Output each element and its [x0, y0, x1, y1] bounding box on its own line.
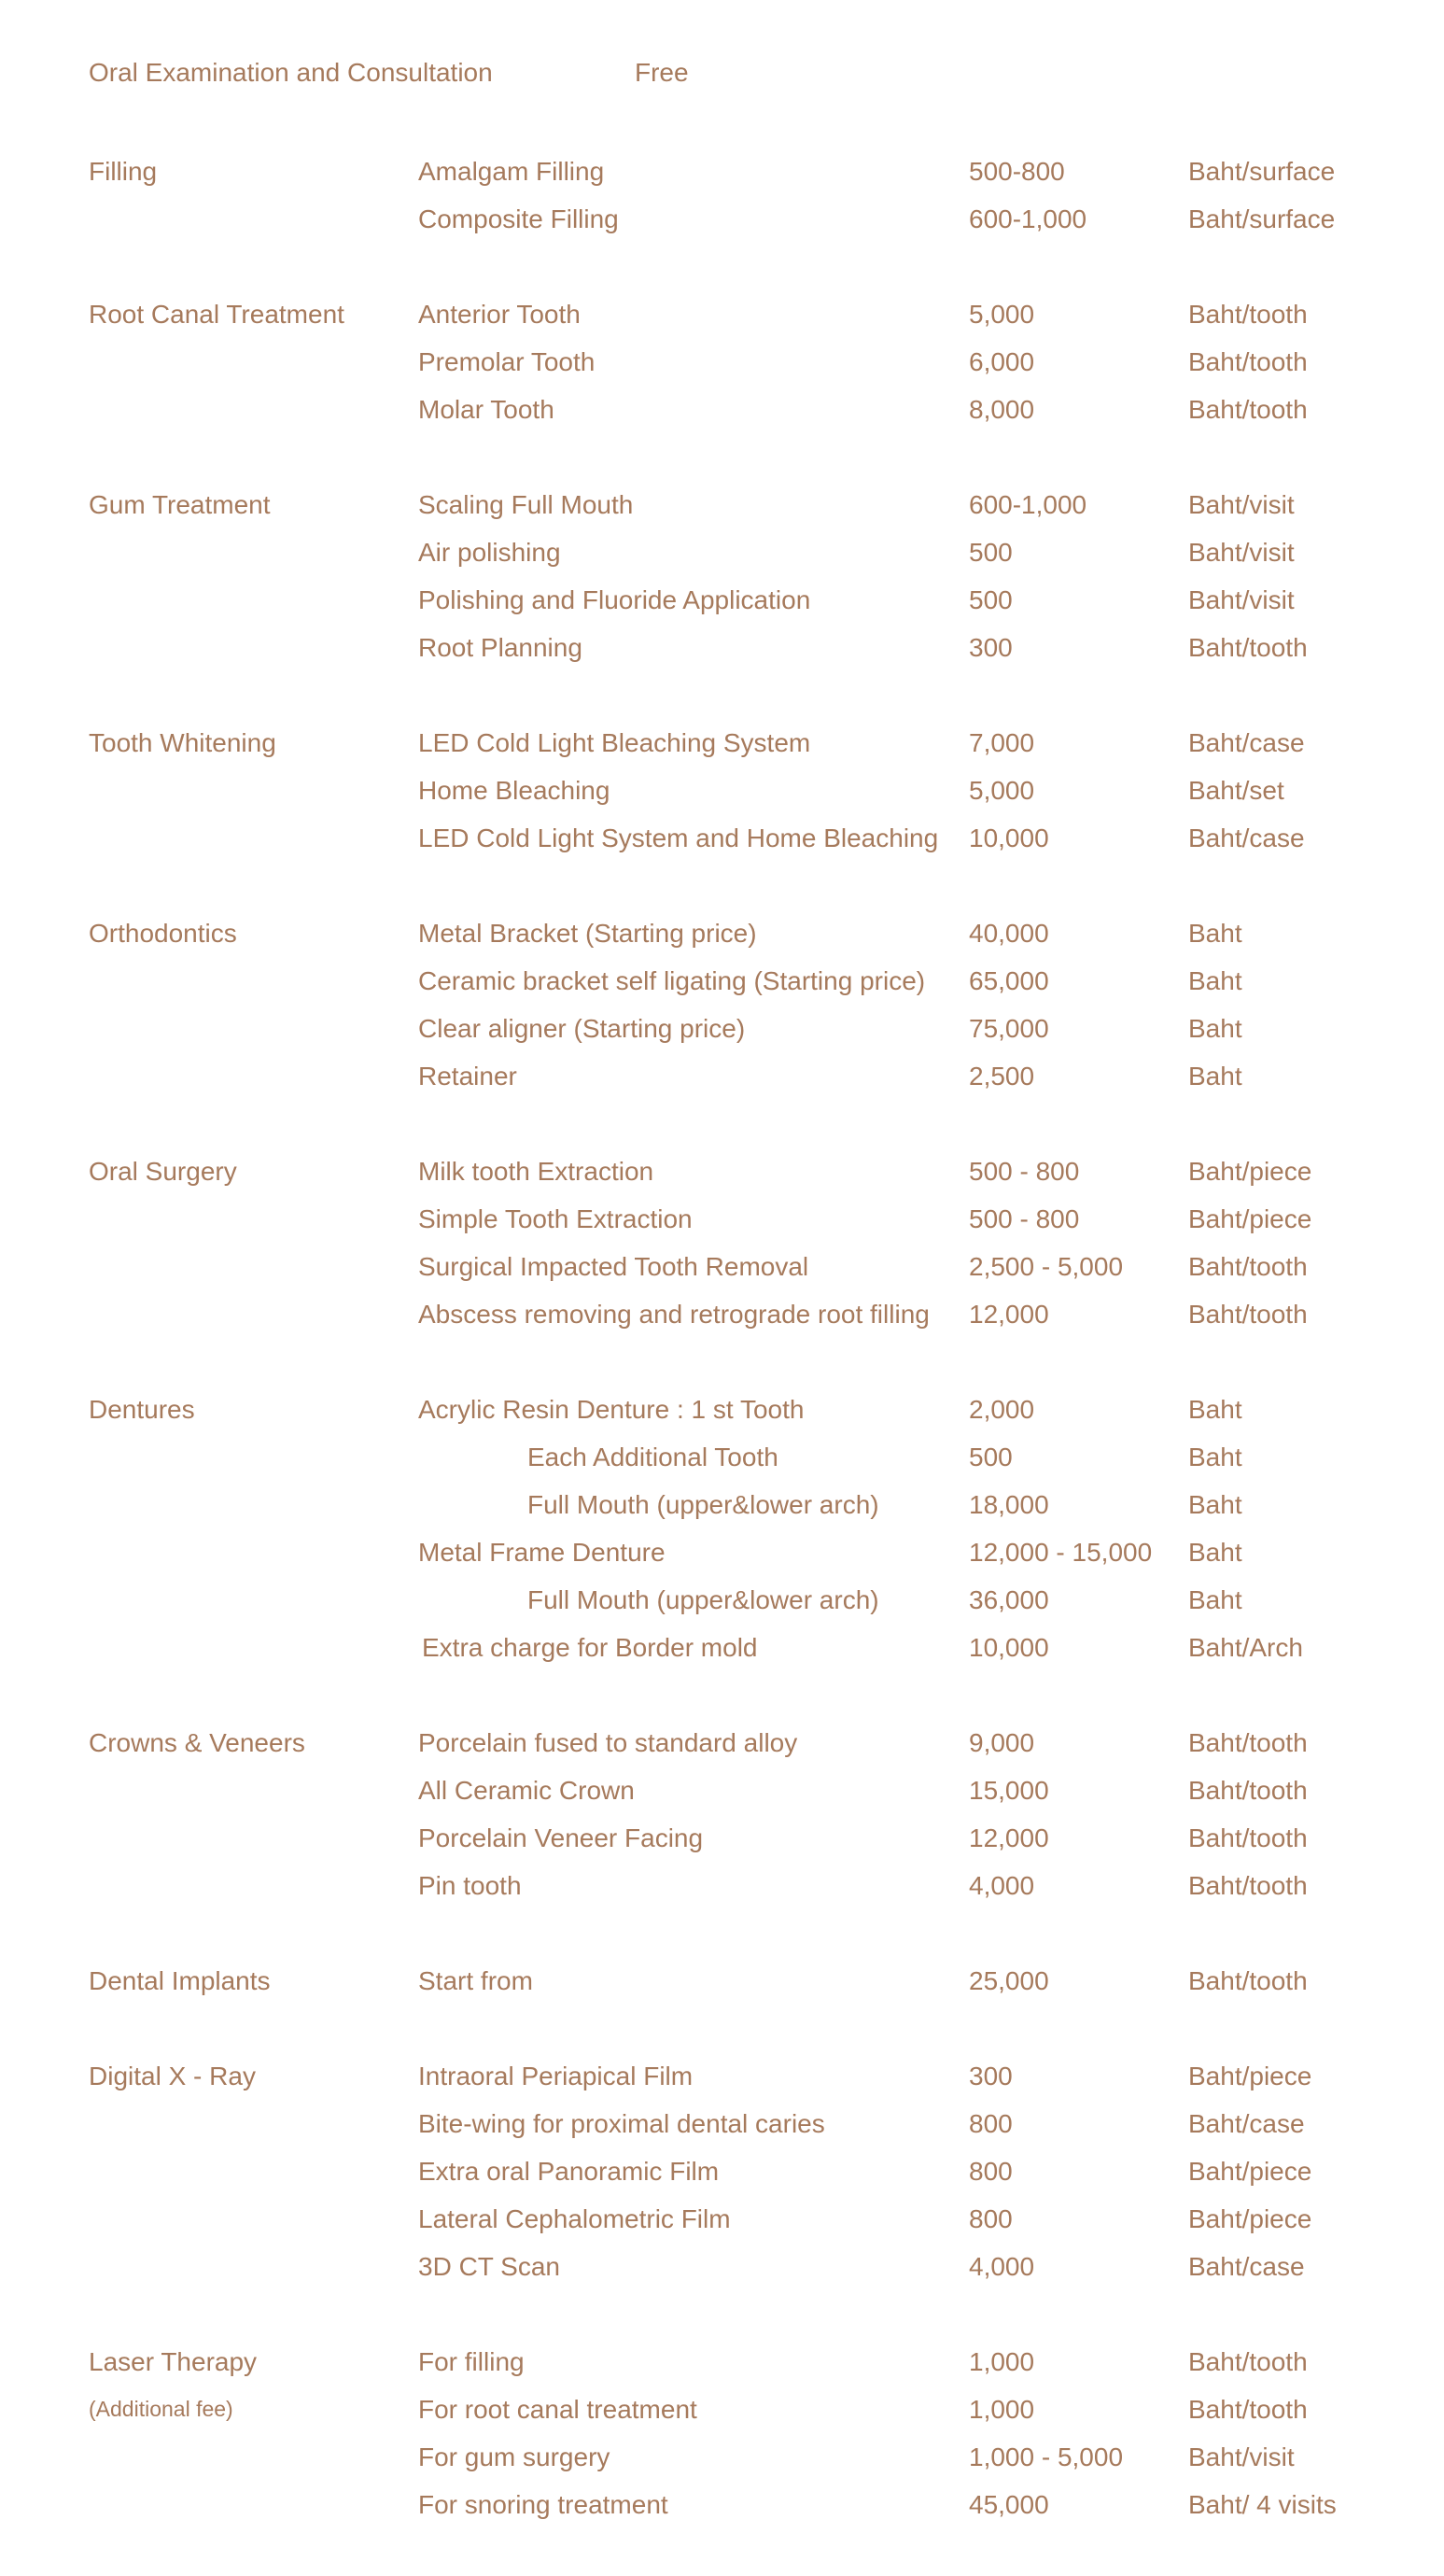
price-row [0, 2386, 1444, 2433]
price-unit: Baht/tooth [1188, 633, 1308, 662]
price-row [0, 2147, 1444, 2195]
price-value: 500 - 800 [969, 1204, 1080, 1233]
price-unit: Baht/case [1188, 2252, 1305, 2281]
price-unit: Baht/visit [1188, 538, 1295, 567]
price-value: 18,000 [969, 1490, 1049, 1519]
service-name: Porcelain fused to standard alloy [418, 1728, 798, 1757]
service-name: Amalgam Filling [418, 157, 605, 186]
price-unit: Baht/tooth [1188, 2395, 1308, 2424]
price-unit: Baht/tooth [1188, 2347, 1308, 2376]
service-name: For snoring treatment [418, 2490, 668, 2519]
category-name: Crowns & Veneers [89, 1728, 305, 1757]
price-section [0, 2052, 1444, 2290]
price-section [0, 2338, 1444, 2528]
service-name: Acrylic Resin Denture : 1 st Tooth [418, 1395, 805, 1424]
service-name: For root canal treatment [418, 2395, 697, 2424]
price-row [0, 576, 1444, 624]
price-unit: Baht/tooth [1188, 1871, 1308, 1900]
price-row [0, 1195, 1444, 1243]
price-section [0, 481, 1444, 671]
price-value: 4,000 [969, 2252, 1035, 2281]
service-name: Extra charge for Border mold [422, 1633, 758, 1662]
service-name: Pin tooth [418, 1871, 522, 1900]
price-value: 36,000 [969, 1585, 1049, 1614]
price-row [0, 719, 1444, 767]
price-row [0, 1862, 1444, 1909]
service-name: Porcelain Veneer Facing [418, 1823, 704, 1852]
price-value: 7,000 [969, 728, 1035, 757]
price-value: 12,000 [969, 1823, 1049, 1852]
price-value: 5,000 [969, 776, 1035, 805]
price-unit: Baht/visit [1188, 2442, 1295, 2471]
price-row [0, 290, 1444, 338]
price-value: 15,000 [969, 1776, 1049, 1805]
price-value: 12,000 [969, 1300, 1049, 1329]
price-row [0, 1719, 1444, 1767]
price-value: 300 [969, 633, 1013, 662]
price-row [0, 1624, 1444, 1671]
price-value: 5,000 [969, 300, 1035, 329]
price-unit: Baht/tooth [1188, 1966, 1308, 1995]
service-name: Metal Bracket (Starting price) [418, 919, 757, 948]
price-unit: Baht/tooth [1188, 395, 1308, 424]
service-name: Bite-wing for proximal dental caries [418, 2109, 825, 2138]
price-row [0, 1052, 1444, 1100]
price-value: 9,000 [969, 1728, 1035, 1757]
price-row [0, 2195, 1444, 2243]
service-name: Premolar Tooth [418, 347, 596, 376]
price-unit: Baht/tooth [1188, 1776, 1308, 1805]
price-unit: Baht/piece [1188, 2204, 1312, 2233]
price-row [0, 1290, 1444, 1338]
price-unit: Baht/ 4 visits [1188, 2490, 1337, 2519]
price-value: 800 [969, 2204, 1013, 2233]
service-name: Intraoral Periapical Film [418, 2062, 694, 2090]
price-unit: Baht [1188, 1014, 1242, 1043]
price-unit: Baht [1188, 1585, 1242, 1614]
service-name: Abscess removing and retrograde root filling [418, 1300, 930, 1329]
service-name: Lateral Cephalometric Film [418, 2204, 731, 2233]
price-value: 500 [969, 1443, 1013, 1471]
price-row [0, 767, 1444, 814]
service-name: Root Planning [418, 633, 582, 662]
service-name: Scaling Full Mouth [418, 490, 634, 519]
service-name: Polishing and Fluoride Application [418, 585, 811, 614]
price-row [0, 909, 1444, 957]
price-value: 1,000 [969, 2395, 1035, 2424]
price-row [0, 386, 1444, 433]
price-row [0, 148, 1444, 195]
price-unit: Baht/piece [1188, 1204, 1312, 1233]
price-value: 75,000 [969, 1014, 1049, 1043]
price-row [0, 2052, 1444, 2100]
category-name: Dental Implants [89, 1966, 271, 1995]
price-unit: Baht/visit [1188, 585, 1295, 614]
price-row [0, 1386, 1444, 1433]
price-section [0, 909, 1444, 1100]
price-row [0, 528, 1444, 576]
category-name: Gum Treatment [89, 490, 271, 519]
price-section [0, 1147, 1444, 1338]
service-name: Metal Frame Denture [418, 1538, 666, 1567]
service-name: LED Cold Light Bleaching System [418, 728, 811, 757]
service-name: Milk tooth Extraction [418, 1157, 654, 1186]
service-name: LED Cold Light System and Home Bleaching [418, 823, 939, 852]
service-name: Full Mouth (upper&lower arch) [527, 1490, 879, 1519]
price-unit: Baht [1188, 1062, 1242, 1091]
price-section [0, 1719, 1444, 1909]
price-unit: Baht/Arch [1188, 1633, 1303, 1662]
price-row [0, 195, 1444, 243]
price-row [0, 1147, 1444, 1195]
price-value: 2,500 - 5,000 [969, 1252, 1124, 1281]
price-value: 4,000 [969, 1871, 1035, 1900]
price-value: 800 [969, 2109, 1013, 2138]
service-name: Full Mouth (upper&lower arch) [527, 1585, 879, 1614]
category-name: Root Canal Treatment [89, 300, 344, 329]
price-unit: Baht [1188, 919, 1242, 948]
price-row [0, 1957, 1444, 2005]
service-name: Simple Tooth Extraction [418, 1204, 693, 1233]
price-row [0, 1005, 1444, 1052]
price-unit: Baht/visit [1188, 490, 1295, 519]
category-name: Orthodontics [89, 919, 237, 948]
category-name: Laser Therapy [89, 2347, 258, 2376]
price-row [0, 624, 1444, 671]
service-name: Home Bleaching [418, 776, 610, 805]
price-value: 12,000 - 15,000 [969, 1538, 1153, 1567]
consultation-label: Oral Examination and Consultation [89, 58, 493, 87]
price-value: 10,000 [969, 1633, 1049, 1662]
category-name: Filling [89, 157, 158, 186]
price-unit: Baht [1188, 966, 1242, 995]
price-value: 800 [969, 2157, 1013, 2186]
price-value: 10,000 [969, 823, 1049, 852]
price-row [0, 2481, 1444, 2528]
price-unit: Baht/tooth [1188, 300, 1308, 329]
price-unit: Baht/case [1188, 728, 1305, 757]
price-unit: Baht/tooth [1188, 1728, 1308, 1757]
price-value: 2,000 [969, 1395, 1035, 1424]
price-unit: Baht/surface [1188, 204, 1336, 233]
price-row [0, 957, 1444, 1005]
price-unit: Baht [1188, 1395, 1242, 1424]
category-note: (Additional fee) [89, 2397, 233, 2421]
service-name: Air polishing [418, 538, 561, 567]
service-name: Start from [418, 1966, 533, 1995]
price-value: 8,000 [969, 395, 1035, 424]
price-row [0, 481, 1444, 528]
service-name: Anterior Tooth [418, 300, 581, 329]
price-value: 1,000 - 5,000 [969, 2442, 1124, 2471]
price-row [0, 2433, 1444, 2481]
price-section [0, 719, 1444, 862]
category-name: Dentures [89, 1395, 195, 1424]
category-name: Tooth Whitening [89, 728, 276, 757]
price-value: 40,000 [969, 919, 1049, 948]
price-value: 500-800 [969, 157, 1065, 186]
price-row [0, 814, 1444, 862]
price-unit: Baht/tooth [1188, 1300, 1308, 1329]
price-row [0, 338, 1444, 386]
price-section [0, 1386, 1444, 1671]
service-name: Composite Filling [418, 204, 619, 233]
price-value: 6,000 [969, 347, 1035, 376]
price-value: 500 [969, 538, 1013, 567]
price-section [0, 148, 1444, 243]
price-section [0, 290, 1444, 433]
price-unit: Baht [1188, 1443, 1242, 1471]
price-row [0, 2338, 1444, 2386]
price-row [0, 1576, 1444, 1624]
price-section [0, 1957, 1444, 2005]
price-value: 300 [969, 2062, 1013, 2090]
price-row [0, 1243, 1444, 1290]
price-row [0, 1481, 1444, 1528]
service-name: For gum surgery [418, 2442, 610, 2471]
price-unit: Baht/piece [1188, 2157, 1312, 2186]
price-value: 2,500 [969, 1062, 1035, 1091]
price-value: 600-1,000 [969, 204, 1087, 233]
price-unit: Baht/tooth [1188, 1823, 1308, 1852]
price-value: 600-1,000 [969, 490, 1087, 519]
service-name: Ceramic bracket self ligating (Starting price) [418, 966, 926, 995]
price-unit: Baht/surface [1188, 157, 1336, 186]
service-name: 3D CT Scan [418, 2252, 560, 2281]
price-row [0, 1767, 1444, 1814]
service-name: Extra oral Panoramic Film [418, 2157, 720, 2186]
price-unit: Baht/case [1188, 2109, 1305, 2138]
price-value: 1,000 [969, 2347, 1035, 2376]
category-name: Oral Surgery [89, 1157, 237, 1186]
price-unit: Baht [1188, 1538, 1242, 1567]
price-unit: Baht/case [1188, 823, 1305, 852]
price-value: 25,000 [969, 1966, 1049, 1995]
service-name: Surgical Impacted Tooth Removal [418, 1252, 809, 1281]
service-name: Retainer [418, 1062, 517, 1091]
price-row [0, 1814, 1444, 1862]
service-name: All Ceramic Crown [418, 1776, 635, 1805]
price-row [0, 1433, 1444, 1481]
price-value: 500 [969, 585, 1013, 614]
price-unit: Baht/tooth [1188, 1252, 1308, 1281]
price-row [0, 2100, 1444, 2147]
service-name: Molar Tooth [418, 395, 554, 424]
category-name: Digital X - Ray [89, 2062, 256, 2090]
price-unit: Baht/piece [1188, 2062, 1312, 2090]
price-sections [0, 148, 1444, 2576]
service-name: Each Additional Tooth [527, 1443, 778, 1471]
price-unit: Baht [1188, 1490, 1242, 1519]
price-value: 45,000 [969, 2490, 1049, 2519]
price-row [0, 1528, 1444, 1576]
price-value: 65,000 [969, 966, 1049, 995]
consultation-value: Free [635, 58, 689, 87]
price-unit: Baht/tooth [1188, 347, 1308, 376]
service-name: Clear aligner (Starting price) [418, 1014, 746, 1043]
price-value: 500 - 800 [969, 1157, 1080, 1186]
price-unit: Baht/set [1188, 776, 1284, 805]
price-unit: Baht/piece [1188, 1157, 1312, 1186]
service-name: For filling [418, 2347, 525, 2376]
price-row [0, 2243, 1444, 2290]
